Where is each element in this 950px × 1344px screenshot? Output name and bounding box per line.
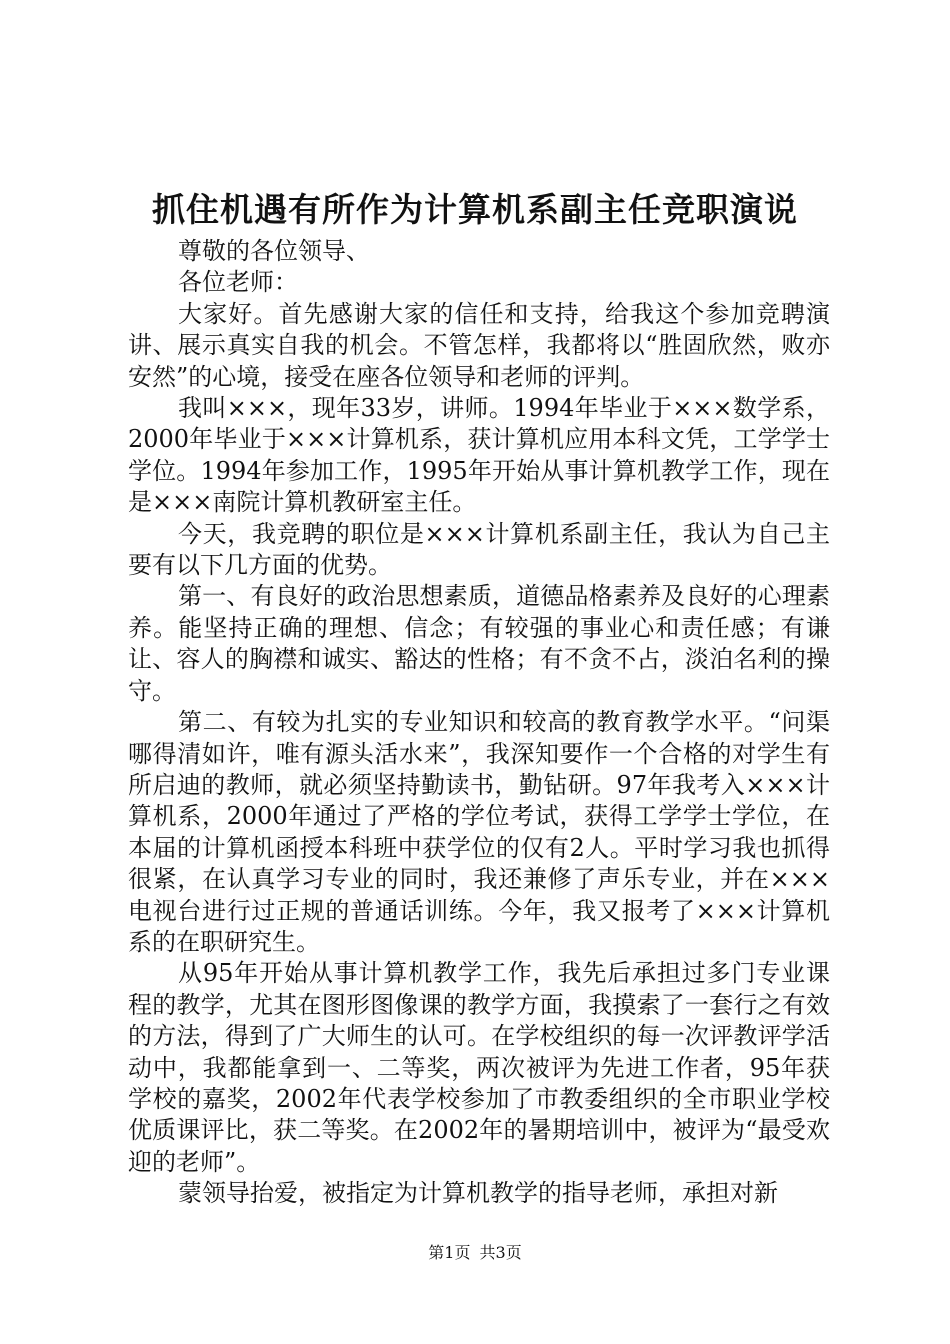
paragraph-introduction: 我叫×××，现年33岁，讲师。1994年毕业于×××数学系，2000年毕业于×××计算机系，获计算机应用本科文凭，工学学士学位。1994年参加工作，1995年开始从事计算机教学工作，现在是×××南院计算机教研室主任。	[128, 394, 830, 517]
page-number: 第1页	[428, 1243, 471, 1262]
paragraph-guidance: 蒙领导抬爱，被指定为计算机教学的指导老师，承担对新	[178, 1179, 778, 1208]
paragraph-teaching-experience: 从95年开始从事计算机教学工作，我先后承担过多门专业课程的教学，尤其在图形图像课的教学方面，我摸索了一套行之有效的方法，得到了广大师生的认可。在学校组织的每一次评教评学活动中，我都能拿到一、二等奖，两次被评为先进工作者，95年获学校的嘉奖，2002年代表学校参加了市教委组织的全市职业学校优质课评比，获二等奖。在2002年的暑期培训中，被评为“最受欢迎的老师”。	[128, 959, 830, 1176]
paragraph-advantage-2: 第二、有较为扎实的专业知识和较高的教育教学水平。“问渠哪得清如许，唯有源头活水来”，我深知要作一个合格的对学生有所启迪的教师，就必须坚持勤读书，勤钻研。97年我考入×××计算机系，2000年通过了严格的学位考试，获得工学学士学位，在本届的计算机函授本科班中获学位的仅有2人。平时学习我也抓得很紧，在认真学习专业的同时，我还兼修了声乐专业，并在×××电视台进行过正规的普通话训练。今年，我又报考了×××计算机系的在职研究生。	[128, 708, 830, 956]
salutation-line-1: 尊敬的各位领导、	[178, 237, 370, 265]
paragraph-advantage-1: 第一、有良好的政治思想素质，道德品格素养及良好的心理素养。能坚持正确的理想、信念；有较强的事业心和责任感；有谦让、容人的胸襟和诚实、豁达的性格；有不贪不占，淡泊名利的操守。	[128, 582, 830, 705]
paragraph-position: 今天，我竞聘的职位是×××计算机系副主任，我认为自己主要有以下几方面的优势。	[128, 519, 830, 580]
salutation-line-2: 各位老师：	[178, 268, 298, 297]
page-total: 共3页	[479, 1243, 522, 1262]
page-footer	[0, 1242, 950, 1264]
paragraph-greeting: 大家好。首先感谢大家的信任和支持，给我这个参加竞聘演讲、展示真实自我的机会。不管怎样，我都将以“胜固欣然，败亦安然”的心境，接受在座各位领导和老师的评判。	[128, 299, 830, 391]
document-body	[128, 236, 830, 1210]
document-title: 抓住机遇有所作为计算机系副主任竞职演说	[152, 190, 798, 229]
